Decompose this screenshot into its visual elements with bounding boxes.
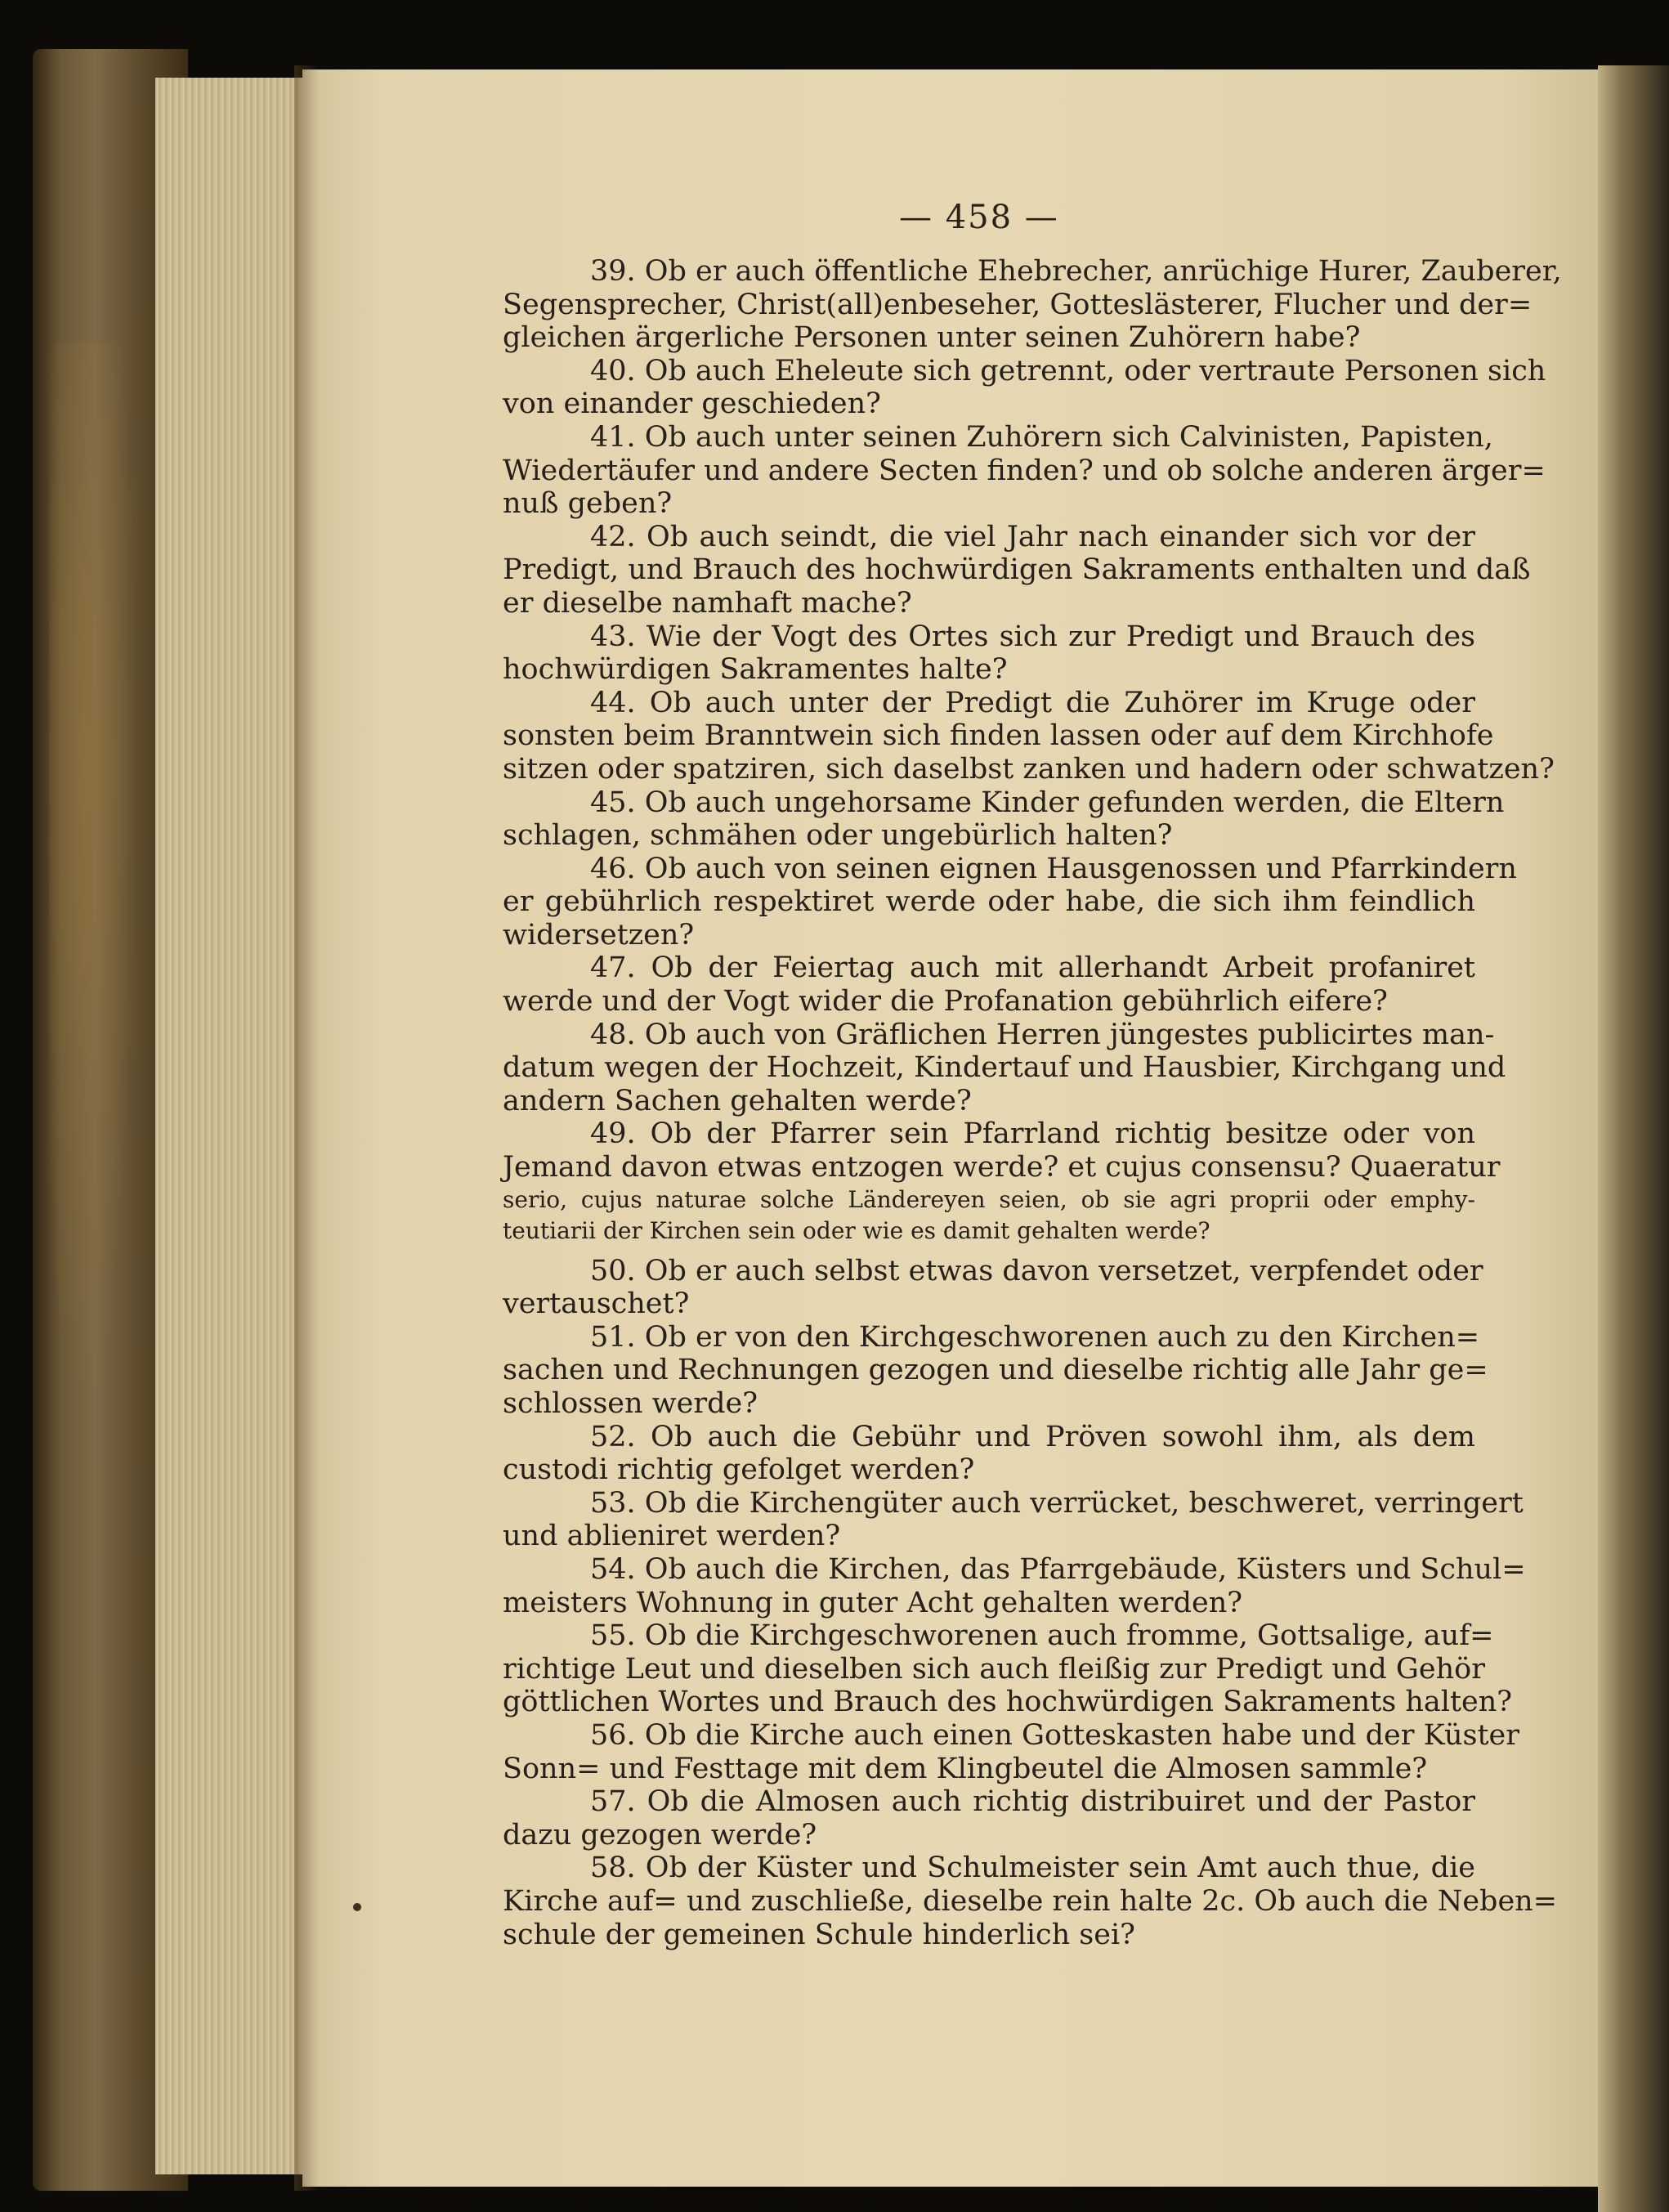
text-line: 48. Ob auch von Gräflichen Herren jüngestes publicirtes man-	[590, 1018, 1495, 1051]
text-line: schlagen, schmähen oder ungebürlich halten?	[503, 819, 1173, 853]
paragraph-gap	[503, 1247, 1475, 1255]
text-line: widersetzen?	[503, 918, 695, 952]
right-page-shadow	[1598, 65, 1669, 2212]
text-line: richtige Leut und dieselben sich auch fleißig zur Predigt und Gehör	[503, 1652, 1485, 1686]
text-line: sachen und Rechnungen gezogen und dieselbe richtig alle Jahr ge=	[503, 1354, 1488, 1387]
text-line: 46. Ob auch von seinen eignen Hausgenossen und Pfarrkindern	[590, 852, 1517, 885]
text-line: 41. Ob auch unter seinen Zuhörern sich Calvinisten, Papisten,	[590, 420, 1493, 454]
text-line: Wiedertäufer und andere Secten finden? und ob solche anderen ärger=	[503, 454, 1546, 487]
text-line: sitzen oder spatziren, sich daselbst zanken und hadern oder schwatzen?	[503, 752, 1555, 786]
text-line: Jemand davon etwas entzogen werde? et cujus consensu? Quaeratur	[503, 1151, 1501, 1184]
text-line: 50. Ob er auch selbst etwas davon versetzet, verpfendet oder	[590, 1254, 1483, 1287]
text-line: andern Sachen gehalten werde?	[503, 1084, 972, 1117]
text-line: datum wegen der Hochzeit, Kindertauf und Hausbier, Kirchgang und	[503, 1051, 1506, 1085]
text-line: 49. Ob der Pfarrer sein Pfarrland richtig besitze oder von	[590, 1117, 1475, 1151]
text-line: serio, cujus naturae solche Ländereyen seien, ob sie agri proprii oder emphy-	[503, 1185, 1475, 1213]
text-line: teutiarii der Kirchen sein oder wie es damit gehalten werde?	[503, 1216, 1210, 1244]
text-line: 57. Ob die Almosen auch richtig distribuiret und der Pastor	[590, 1785, 1475, 1819]
text-line: und ablieniret werden?	[503, 1520, 841, 1553]
text-line: gleichen ärgerliche Personen unter seinen Zuhörern habe?	[503, 321, 1361, 355]
text-line: 44. Ob auch unter der Predigt die Zuhörer im Kruge oder	[590, 686, 1475, 719]
text-line: vertauschet?	[503, 1287, 690, 1321]
text-line: 55. Ob die Kirchgeschworenen auch fromme, Gottsalige, auf=	[590, 1619, 1494, 1653]
text-line: Predigt, und Brauch des hochwürdigen Sakraments enthalten und daß	[503, 553, 1531, 587]
text-line: 45. Ob auch ungehorsame Kinder gefunden werden, die Eltern	[590, 786, 1505, 819]
text-line: 52. Ob auch die Gebühr und Pröven sowohl ihm, als dem	[590, 1420, 1475, 1453]
page-number: — 458 —	[899, 199, 1059, 236]
text-line: meisters Wohnung in guter Acht gehalten werden?	[503, 1586, 1243, 1619]
text-column	[503, 255, 1562, 1951]
text-line: 58. Ob der Küster und Schulmeister sein Amt auch thue, die	[590, 1852, 1475, 1885]
text-line: von einander geschieden?	[503, 387, 881, 421]
text-line: er dieselbe namhaft mache?	[503, 586, 912, 620]
cover-stain	[49, 343, 139, 1406]
page-block-edges	[155, 78, 311, 2174]
text-line: göttlichen Wortes und Brauch des hochwürdigen Sakraments halten?	[503, 1686, 1513, 1719]
text-line: Sonn= und Festtage mit dem Klingbeutel die Almosen sammle?	[503, 1752, 1428, 1785]
text-line: schlossen werde?	[503, 1387, 758, 1420]
page-gutter	[294, 65, 319, 2191]
margin-mark	[353, 1903, 361, 1911]
text-line: 56. Ob die Kirche auch einen Gotteskasten habe und der Küster	[590, 1718, 1519, 1752]
text-line: 51. Ob er von den Kirchgeschworenen auch zu den Kirchen=	[590, 1320, 1480, 1354]
text-line: sonsten beim Branntwein sich finden lassen oder auf dem Kirchhofe	[503, 719, 1494, 753]
text-line: 40. Ob auch Eheleute sich getrennt, oder vertraute Personen sich	[590, 354, 1546, 387]
text-line: 54. Ob auch die Kirchen, das Pfarrgebäude, Küsters und Schul=	[590, 1552, 1526, 1586]
text-line: 39. Ob er auch öffentliche Ehebrecher, anrüchige Hurer, Zauberer,	[590, 255, 1562, 288]
text-line: 43. Wie der Vogt des Ortes sich zur Predigt und Brauch des	[590, 620, 1475, 653]
text-line: nuß geben?	[503, 487, 673, 521]
text-line: dazu gezogen werde?	[503, 1818, 817, 1852]
text-line: Segensprecher, Christ(all)enbeseher, Gotteslästerer, Flucher und der=	[503, 288, 1533, 321]
text-line: hochwürdigen Sakramentes halte?	[503, 653, 1008, 687]
text-line: custodi richtig gefolget werden?	[503, 1453, 975, 1487]
text-line: schule der gemeinen Schule hinderlich sei?	[503, 1918, 1135, 1951]
text-line: er gebührlich respektiret werde oder habe, die sich ihm feindlich	[503, 885, 1475, 919]
text-line: werde und der Vogt wider die Profanation gebührlich eifere?	[503, 985, 1388, 1019]
text-line: 42. Ob auch seindt, die viel Jahr nach einander sich vor der	[590, 520, 1475, 553]
text-line: Kirche auf= und zuschließe, dieselbe rein halte 2c. Ob auch die Neben=	[503, 1884, 1558, 1918]
text-line: 47. Ob der Feiertag auch mit allerhandt Arbeit profaniret	[590, 952, 1475, 985]
text-line: 53. Ob die Kirchengüter auch verrücket, beschweret, verringert	[590, 1486, 1524, 1520]
